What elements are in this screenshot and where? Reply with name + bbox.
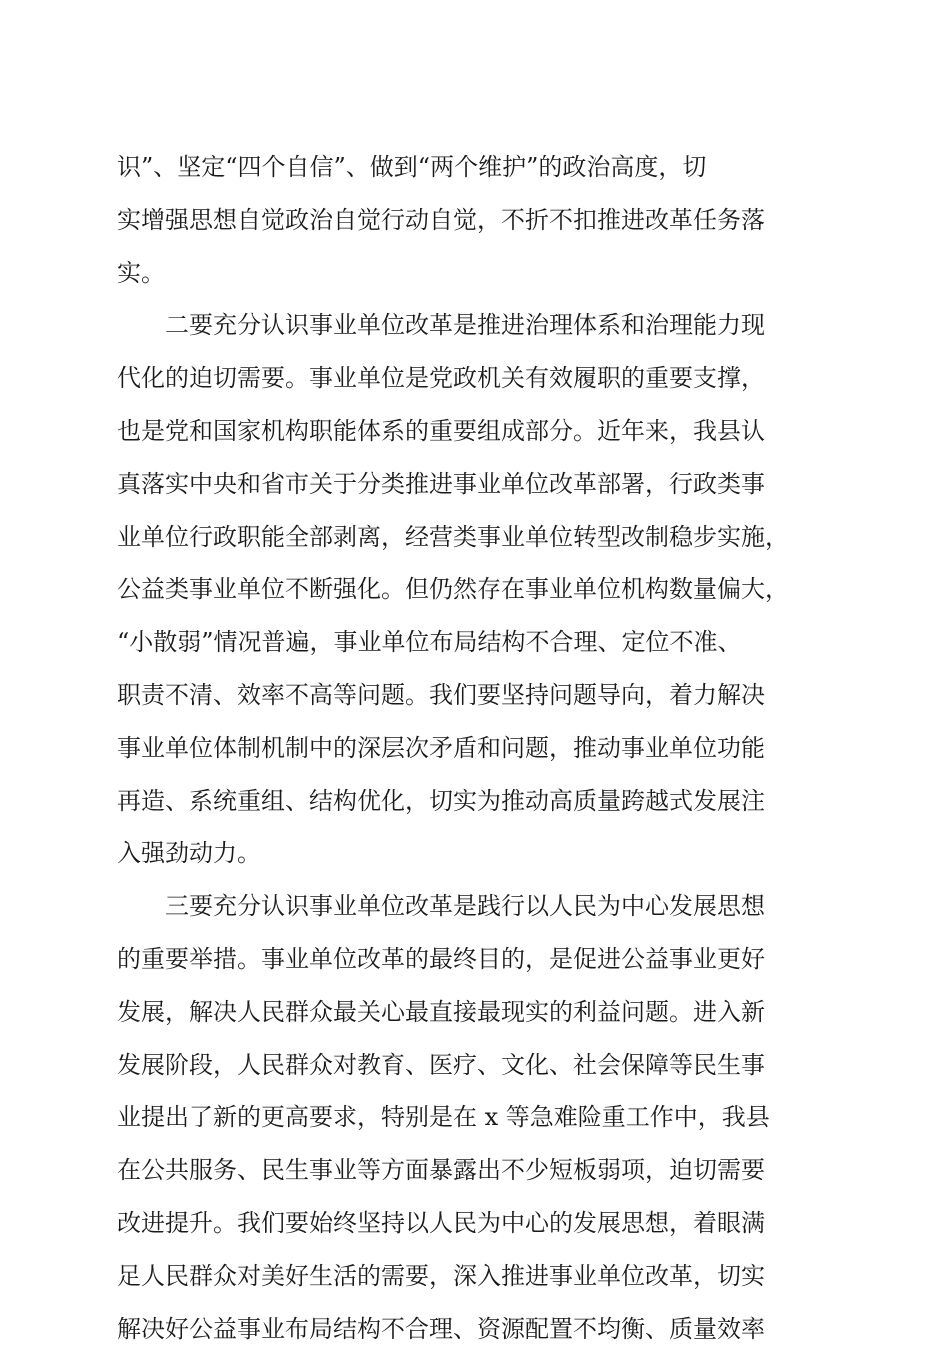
- text-line: 在公共服务、民生事业等方面暴露出不少短板弱项，迫切需要: [117, 1156, 765, 1185]
- text-line: 业提出了新的更高要求，特别是在 x 等急难险重工作中，我县: [117, 1103, 770, 1132]
- text-line: 足人民群众对美好生活的需要，深入推进事业单位改革，切实: [117, 1261, 765, 1290]
- text-line: 入强劲动力。: [117, 839, 261, 868]
- text-line: 真落实中央和省市关于分类推进事业单位改革部署，行政类事: [117, 469, 765, 498]
- text-line: 解决好公益事业布局结构不合理、资源配置不均衡、质量效率: [117, 1314, 765, 1343]
- text-line: 代化的迫切需要。事业单位是党政机关有效履职的重要支撑，: [117, 364, 765, 393]
- text-line: 职责不清、效率不高等问题。我们要坚持问题导向，着力解决: [117, 680, 765, 709]
- text-line: 发展阶段，人民群众对教育、医疗、文化、社会保障等民生事: [117, 1050, 765, 1079]
- paragraph-2-start: 二要充分认识事业单位改革是推进治理体系和治理能力现: [165, 311, 765, 340]
- text-line: 也是党和国家机构职能体系的重要组成部分。近年来，我县认: [117, 416, 765, 445]
- text-line: 实增强思想自觉政治自觉行动自觉，不折不扣推进改革任务落: [117, 205, 765, 234]
- body-text: [117, 141, 837, 1355]
- text-line: 的重要举措。事业单位改革的最终目的，是促进公益事业更好: [117, 944, 765, 973]
- text-line: 识”、坚定“四个自信”、做到“两个维护”的政治高度，切: [117, 153, 707, 181]
- text-line: 事业单位体制机制中的深层次矛盾和问题，推动事业单位功能: [117, 733, 765, 762]
- text-line: 公益类事业单位不断强化。但仍然存在事业单位机构数量偏大，: [117, 575, 789, 604]
- text-line: 业单位行政职能全部剥离，经营类事业单位转型改制稳步实施，: [117, 522, 789, 551]
- text-line: 改进提升。我们要始终坚持以人民为中心的发展思想，着眼满: [117, 1208, 765, 1237]
- paragraph-3-start: 三要充分认识事业单位改革是践行以人民为中心发展思想: [165, 892, 765, 921]
- text-line: 实。: [117, 258, 165, 287]
- text-line: 发展，解决人民群众最关心最直接最现实的利益问题。进入新: [117, 997, 765, 1026]
- text-line: 再造、系统重组、结构优化，切实为推动高质量跨越式发展注: [117, 786, 765, 815]
- text-line: “小散弱”情况普遍，事业单位布局结构不合理、定位不准、: [117, 628, 742, 657]
